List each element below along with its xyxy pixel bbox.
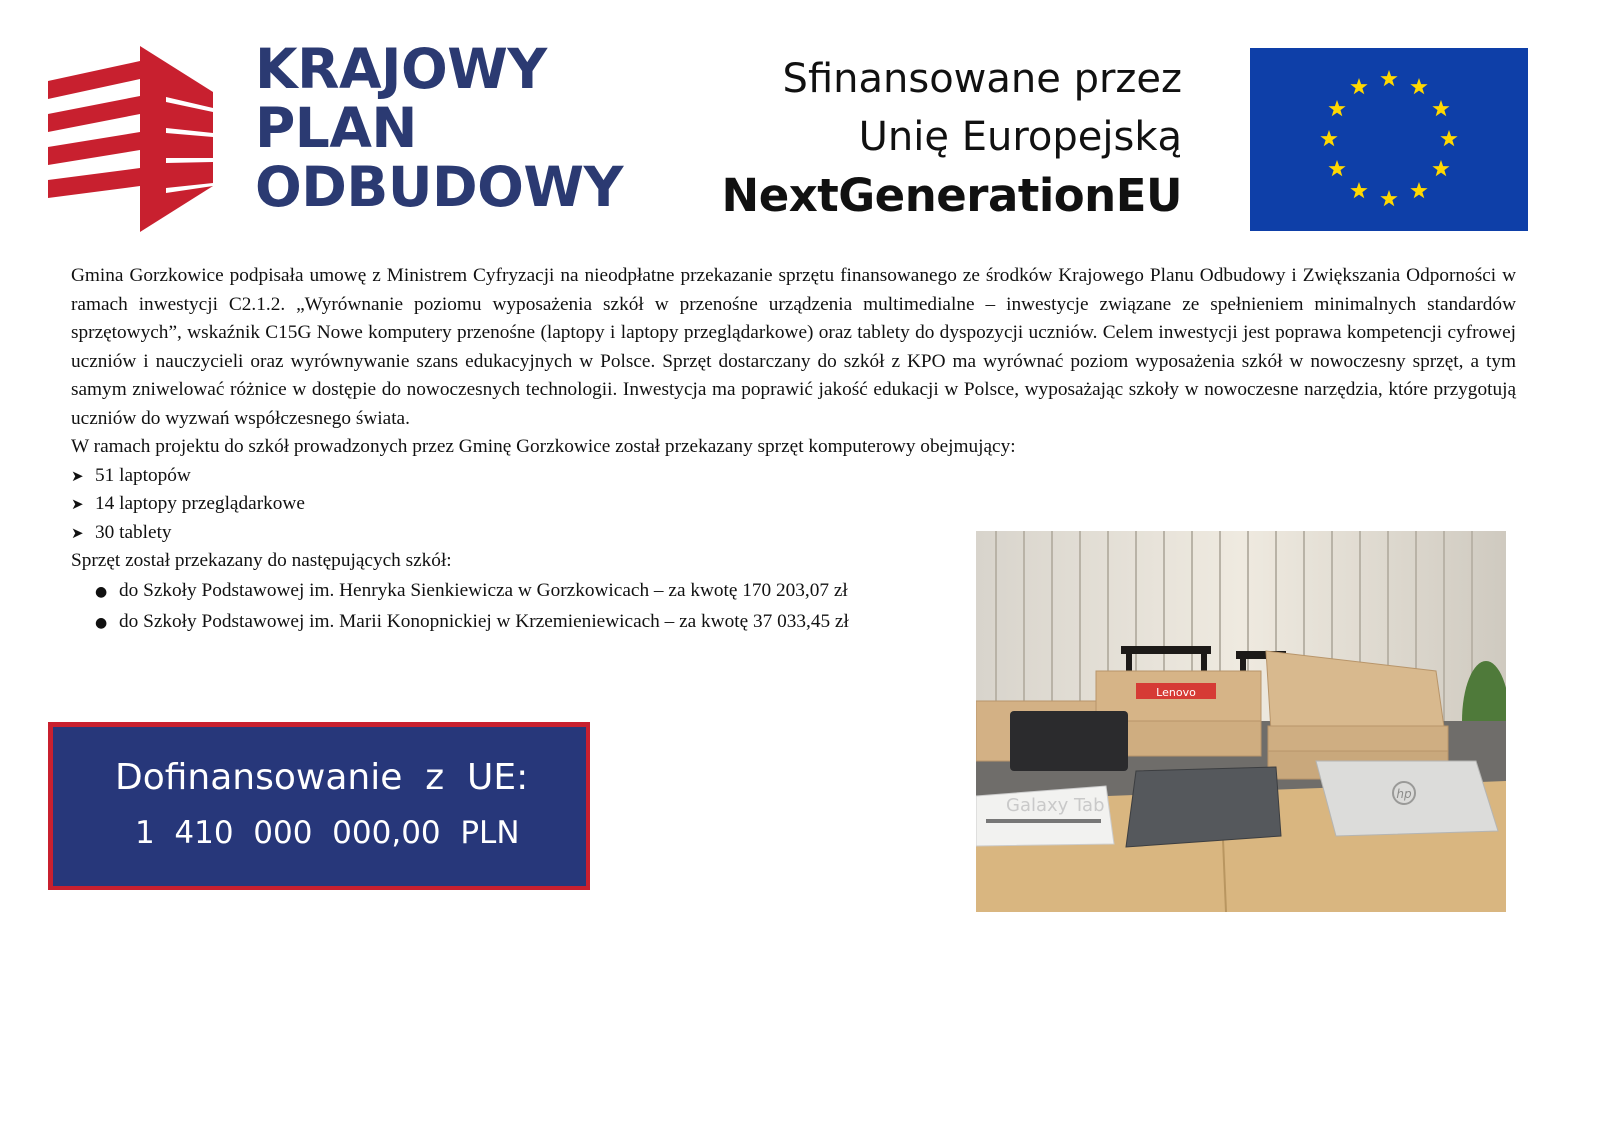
funding-box xyxy=(48,722,590,890)
arrow-bullet-icon: ➤ xyxy=(71,523,84,542)
tablet-box xyxy=(976,786,1114,846)
eu-text-line-2: Unię Europejską xyxy=(858,114,1182,160)
equipment-item-label: 30 tablety xyxy=(95,521,172,543)
eu-funding-text xyxy=(722,50,1182,226)
school-item-label: do Szkoły Podstawowej im. Marii Konopnickiej w Krzemieniewicach – za kwotę 37 033,45 zł xyxy=(119,610,849,632)
tablet-box-label: Galaxy Tab xyxy=(1006,795,1105,816)
kpo-title-line-2: PLAN xyxy=(255,96,417,160)
equipment-item xyxy=(71,462,1516,491)
kpo-title xyxy=(255,37,623,219)
funding-amount: 1 410 000 000,00 PLN xyxy=(135,815,520,851)
tablet-case xyxy=(1010,711,1128,771)
funding-title: Dofinansowanie z UE: xyxy=(115,757,529,798)
eu-flag-icon xyxy=(1250,48,1528,231)
hp-laptop xyxy=(1316,761,1498,836)
chromebook-laptop xyxy=(1126,767,1281,847)
arrow-bullet-icon: ➤ xyxy=(71,495,84,513)
funding-box-inner xyxy=(53,727,586,886)
kpo-title-line-1: KRAJOWY xyxy=(255,37,547,101)
equipment-item-label: 14 laptopy przeglądarkowe xyxy=(95,493,305,514)
lenovo-box-label: Lenovo xyxy=(1156,686,1196,699)
intro-paragraph: Gmina Gorzkowice podpisała umowę z Ministrem Cyfryzacji na nieodpłatne przekazanie sprzętu finansowanego ze środków Krajowego Planu Odbudowy i Zwiększania Odporności w ramach inwestycji C2.1.2. „Wyrównanie poziomu wyposażenia szkół w przenośne urządzenia multimedialne – inwestycje związane ze spełnieniem minimalnych standardów sprzętowych”, wskaźnik C15G Nowe komputery przenośne (laptopy i laptopy przeglądarkowe) oraz tablety do dyspozycji uczniów. Celem inwestycji jest poprawa kompetencji cyfrowej uczniów i nauczycieli oraz wyrównywanie szans edukacyjnych w Polsce. Sprzęt dostarczany do szkół z KPO ma wyrównać poziom wyposażenia szkół w nowoczesny sprzęt, a tym samym zniwelować różnice w dostępie do nowoczesnych technologii. Inwestycja ma poprawić jakość edukacji w Polsce, wyposażając szkoły w nowoczesne narzędzia, które przygotują uczniów do wyzwań współczesnego świata. xyxy=(71,265,1516,429)
eu-text-line-3: NextGenerationEU xyxy=(721,169,1182,222)
equipment-item xyxy=(71,490,1516,519)
hp-logo-label: hp xyxy=(1396,787,1412,801)
equipment-intro: W ramach projektu do szkół prowadzonych przez Gminę Gorzkowice został przekazany sprzęt komputerowy obejmujący: xyxy=(71,436,1016,457)
equipment-photo xyxy=(976,531,1506,912)
schools-intro: Sprzęt został przekazany do następujących szkół: xyxy=(71,550,452,571)
kpo-logo-icon xyxy=(48,46,213,232)
kpo-title-line-3: ODBUDOWY xyxy=(255,155,623,219)
arrow-bullet-icon: ➤ xyxy=(71,466,84,485)
bullet-dot-icon: ● xyxy=(95,614,108,631)
school-item-label: do Szkoły Podstawowej im. Henryka Sienkiewicza w Gorzkowicach – za kwotę 170 203,07 zł xyxy=(119,579,848,601)
eu-text-line-1: Sfinansowane przez xyxy=(782,56,1182,102)
bullet-dot-icon: ● xyxy=(95,583,108,600)
equipment-item-label: 51 laptopów xyxy=(95,464,191,486)
